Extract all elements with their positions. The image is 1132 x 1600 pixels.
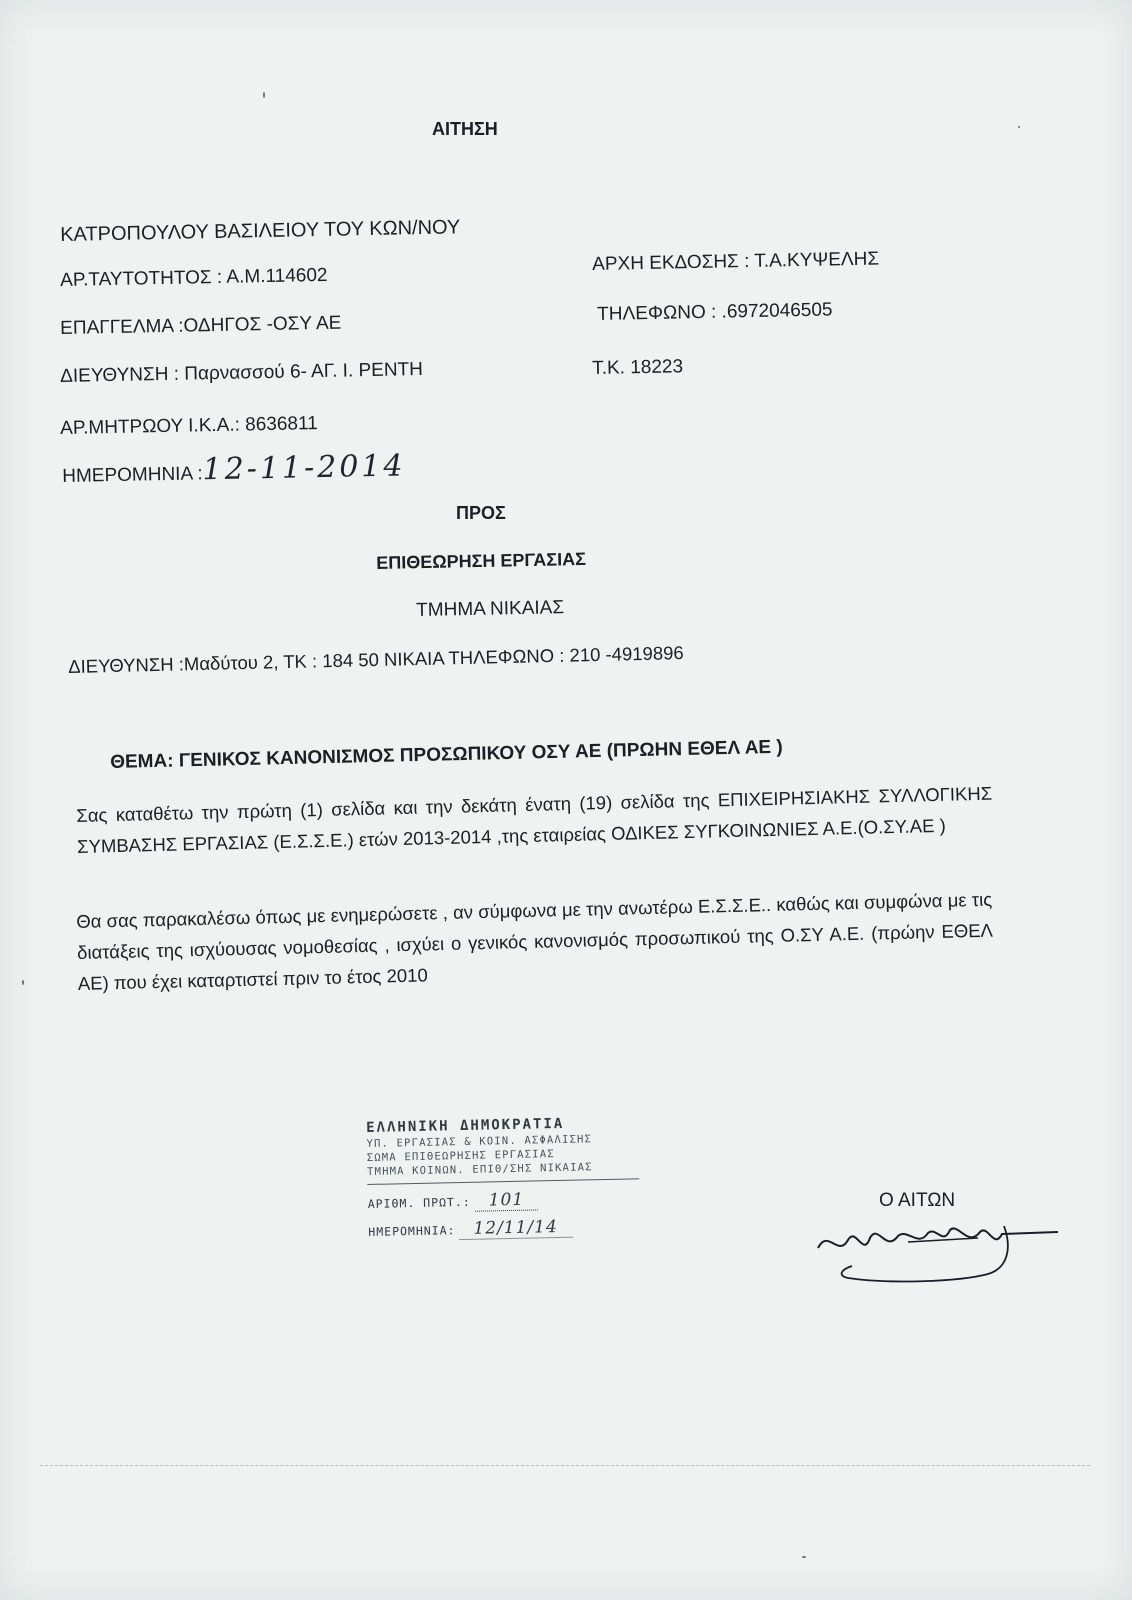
stamp-date-row bbox=[368, 1215, 668, 1241]
stamp-protocol-row bbox=[368, 1187, 668, 1213]
postal-code: Τ.Κ. 18223 bbox=[592, 356, 684, 379]
scan-speck bbox=[1018, 126, 1020, 128]
recipient-authority: ΕΠΙΘΕΩΡΗΣΗ ΕΡΓΑΣΙΑΣ bbox=[376, 548, 587, 573]
scan-speck bbox=[22, 980, 24, 985]
to-label: ΠΡΟΣ bbox=[456, 503, 506, 523]
scan-fold-line bbox=[40, 1465, 1090, 1466]
stamp-protocol-label: ΑΡΙΘΜ. ΠΡΩΤ.: bbox=[367, 1194, 471, 1211]
applicant-name: ΚΑΤΡΟΠΟΥΛΟΥ ΒΑΣΙΛΕΙΟΥ ΤΟΥ ΚΩΝ/ΝΟΥ bbox=[60, 216, 461, 246]
official-stamp bbox=[366, 1114, 668, 1241]
applicant-date-row bbox=[62, 448, 406, 488]
issue-authority: ΑΡΧΗ ΕΚΔΟΣΗΣ : Τ.Α.ΚΥΨΕΛΗΣ bbox=[592, 248, 880, 275]
stamp-department: ΤΜΗΜΑ ΚΟΙΝΩΝ. ΕΠΙΘ/ΣΗΣ ΝΙΚΑΙΑΣ bbox=[366, 1161, 593, 1178]
applicant-phone: ΤΗΛΕΦΩΝΟ : .6972046505 bbox=[597, 299, 833, 325]
stamp-ministry: ΥΠ. ΕΡΓΑΣΙΑΣ & ΚΟΙΝ. ΑΣΦΑΛΙΣΗΣ bbox=[366, 1133, 593, 1150]
signature-scribble bbox=[808, 1218, 1068, 1298]
stamp-body: ΣΩΜΑ ΕΠΙΘΕΩΡΗΣΗΣ ΕΡΓΑΣΙΑΣ bbox=[366, 1148, 555, 1164]
body-paragraph-2: Θα σας παρακαλέσω όπως με ενημερώσετε , αν σύμφωνα με την ανωτέρω Ε.Σ.Σ.Ε.. καθώς και συμφώνα με τις διατάξεις της ισχύουσας νομοθεσίας , ισχύει ο γενικός κανονισμός προσωπικού της Ο.ΣΥ Α.Ε. (πρώην ΕΘΕΛ ΑΕ) που έχει καταρτιστεί πριν το έτος 2010 bbox=[76, 888, 994, 994]
stamp-date-label: ΗΜΕΡΟΜΗΝΙΑ: bbox=[368, 1223, 456, 1239]
signature-label: Ο ΑΙΤΩΝ bbox=[879, 1190, 956, 1211]
applicant-ika: ΑΡ.ΜΗΤΡΩΟΥ Ι.Κ.Α.: 8636811 bbox=[60, 413, 318, 439]
stamp-protocol-value: 101 bbox=[475, 1189, 539, 1211]
handwritten-signature bbox=[808, 1218, 1068, 1303]
scan-speck bbox=[263, 92, 265, 98]
handwritten-date: 12-11-2014 bbox=[202, 448, 406, 488]
subject-line: ΘΕΜΑ: ΓΕΝΙΚΟΣ ΚΑΝΟΝΙΣΜΟΣ ΠΡΟΣΩΠΙΚΟΥ ΟΣΥ ΑΕ (ΠΡΩΗΝ ΕΘΕΛ ΑΕ ) bbox=[110, 736, 783, 773]
applicant-profession: ΕΠΑΓΓΕΛΜΑ :ΟΔΗΓΟΣ -ΟΣΥ ΑΕ bbox=[60, 312, 342, 339]
document-title: ΑΙΤΗΣΗ bbox=[432, 119, 498, 139]
recipient-address: ΔΙΕΥΘΥΝΣΗ :Μαδύτου 2, ΤΚ : 184 50 ΝΙΚΑΙΑ ΤΗΛΕΦΩΝΟ : 210 -4919896 bbox=[68, 642, 684, 677]
stamp-date-value: 12/11/14 bbox=[459, 1217, 572, 1240]
applicant-id: ΑΡ.ΤΑΥΤΟΤΗΤΟΣ : Α.Μ.114602 bbox=[60, 264, 328, 291]
applicant-address: ΔΙΕΥΘΥΝΣΗ : Παρνασσού 6- ΑΓ. Ι. ΡΕΝΤΗ bbox=[60, 359, 424, 387]
recipient-department: ΤΜΗΜΑ ΝΙΚΑΙΑΣ bbox=[416, 597, 565, 621]
body-paragraph-1: Σας καταθέτω την πρώτη (1) σελίδα και την δεκάτη ένατη (19) σελίδα της ΕΠΙΧΕΙΡΗΣΙΑΚΗΣ ΣΥΛΛΟΓΙΚΗΣ ΣΥΜΒΑΣΗΣ ΕΡΓΑΣΙΑΣ (Ε.Σ.Σ.Ε.) ετών 2013-2014 ,της εταιρείας ΟΔΙΚΕΣ ΣΥΓΚΟΙΝΩΝΙΕΣ Α.Ε.(Ο.ΣΥ.ΑΕ ) bbox=[76, 782, 993, 857]
stamp-title: ΕΛΛΗΝΙΚΗ ΔΗΜΟΚΡΑΤΙΑ bbox=[366, 1115, 565, 1136]
scan-speck bbox=[802, 1556, 806, 1558]
date-label: ΗΜΕΡΟΜΗΝΙΑ : bbox=[62, 463, 203, 487]
stamp-divider bbox=[367, 1178, 639, 1185]
